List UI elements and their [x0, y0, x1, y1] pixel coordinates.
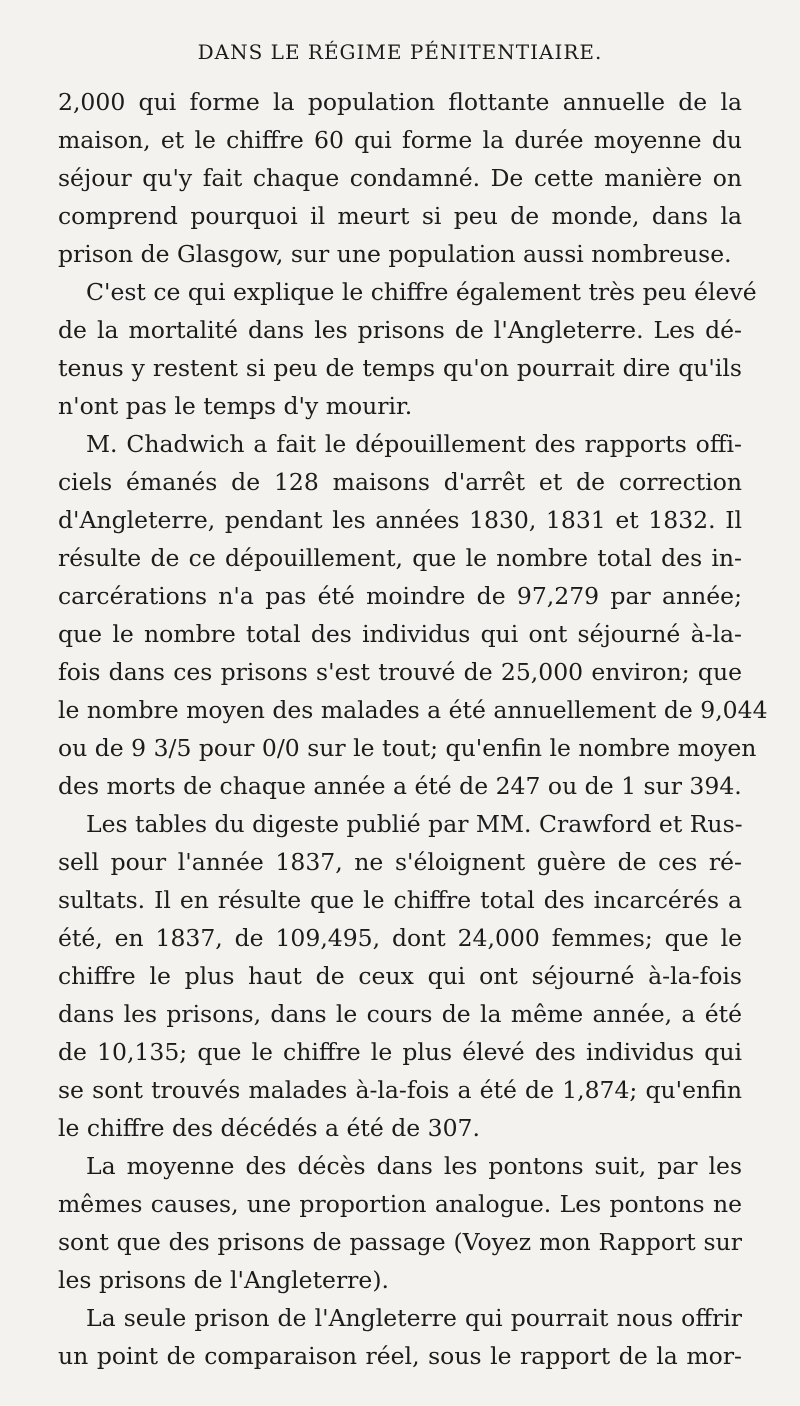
text-line: un point de comparaison réel, sous le rapport de la mor-	[58, 1342, 742, 1370]
text-line: se sont trouvés malades à-la-fois a été de 1,874; qu'enfin	[58, 1076, 742, 1104]
text-line: le chiffre des décédés a été de 307.	[58, 1114, 480, 1142]
text-line: maison, et le chiffre 60 qui forme la durée moyenne du	[58, 126, 742, 154]
text-line: mêmes causes, une proportion analogue. Les pontons ne	[58, 1190, 742, 1218]
text-line: prison de Glasgow, sur une population aussi nombreuse.	[58, 240, 732, 268]
text-line: M. Chadwich a fait le dépouillement des rapports offi-	[86, 430, 742, 458]
text-line: les prisons de l'Angleterre).	[58, 1266, 389, 1294]
text-line: de la mortalité dans les prisons de l'Angleterre. Les dé-	[58, 316, 742, 344]
body-text	[58, 83, 768, 1375]
text-line: carcérations n'a pas été moindre de 97,279 par année;	[58, 582, 742, 610]
text-line: ou de 9 3/5 pour 0/0 sur le tout; qu'enfin le nombre moyen	[58, 734, 757, 762]
text-line: de 10,135; que le chiffre le plus élevé des individus qui	[58, 1038, 742, 1066]
text-line: que le nombre total des individus qui ont séjourné à-la-	[58, 620, 742, 648]
text-line: séjour qu'y fait chaque condamné. De cette manière on	[58, 164, 742, 192]
text-line: 2,000 qui forme la population flottante annuelle de la	[58, 88, 742, 116]
text-line: n'ont pas le temps d'y mourir.	[58, 392, 413, 420]
text-line: C'est ce qui explique le chiffre également très peu élevé	[86, 278, 757, 306]
text-line: comprend pourquoi il meurt si peu de monde, dans la	[58, 202, 742, 230]
text-line: d'Angleterre, pendant les années 1830, 1831 et 1832. Il	[58, 506, 742, 534]
text-line: le nombre moyen des malades a été annuellement de 9,044	[58, 696, 768, 724]
text-line: Les tables du digeste publié par MM. Crawford et Rus-	[86, 810, 743, 838]
text-line: des morts de chaque année a été de 247 ou de 1 sur 394.	[58, 772, 742, 800]
text-line: sultats. Il en résulte que le chiffre total des incarcérés a	[58, 886, 742, 914]
text-line: été, en 1837, de 109,495, dont 24,000 femmes; que le	[58, 924, 742, 952]
running-head: DANS LE RÉGIME PÉNITENTIAIRE.	[197, 40, 603, 64]
text-line: tenus y restent si peu de temps qu'on pourrait dire qu'ils	[58, 354, 742, 382]
text-line: La seule prison de l'Angleterre qui pourrait nous offrir	[86, 1304, 742, 1332]
text-line: ciels émanés de 128 maisons d'arrêt et de correction	[58, 468, 742, 496]
text-line: chiffre le plus haut de ceux qui ont séjourné à-la-fois	[58, 962, 742, 990]
text-line: La moyenne des décès dans les pontons suit, par les	[86, 1152, 742, 1180]
text-line: sell pour l'année 1837, ne s'éloignent guère de ces ré-	[58, 848, 742, 876]
text-line: dans les prisons, dans le cours de la même année, a été	[58, 1000, 742, 1028]
text-line: résulte de ce dépouillement, que le nombre total des in-	[58, 544, 742, 572]
text-line: sont que des prisons de passage (Voyez mon Rapport sur	[58, 1228, 742, 1256]
text-line: fois dans ces prisons s'est trouvé de 25,000 environ; que	[58, 658, 742, 686]
